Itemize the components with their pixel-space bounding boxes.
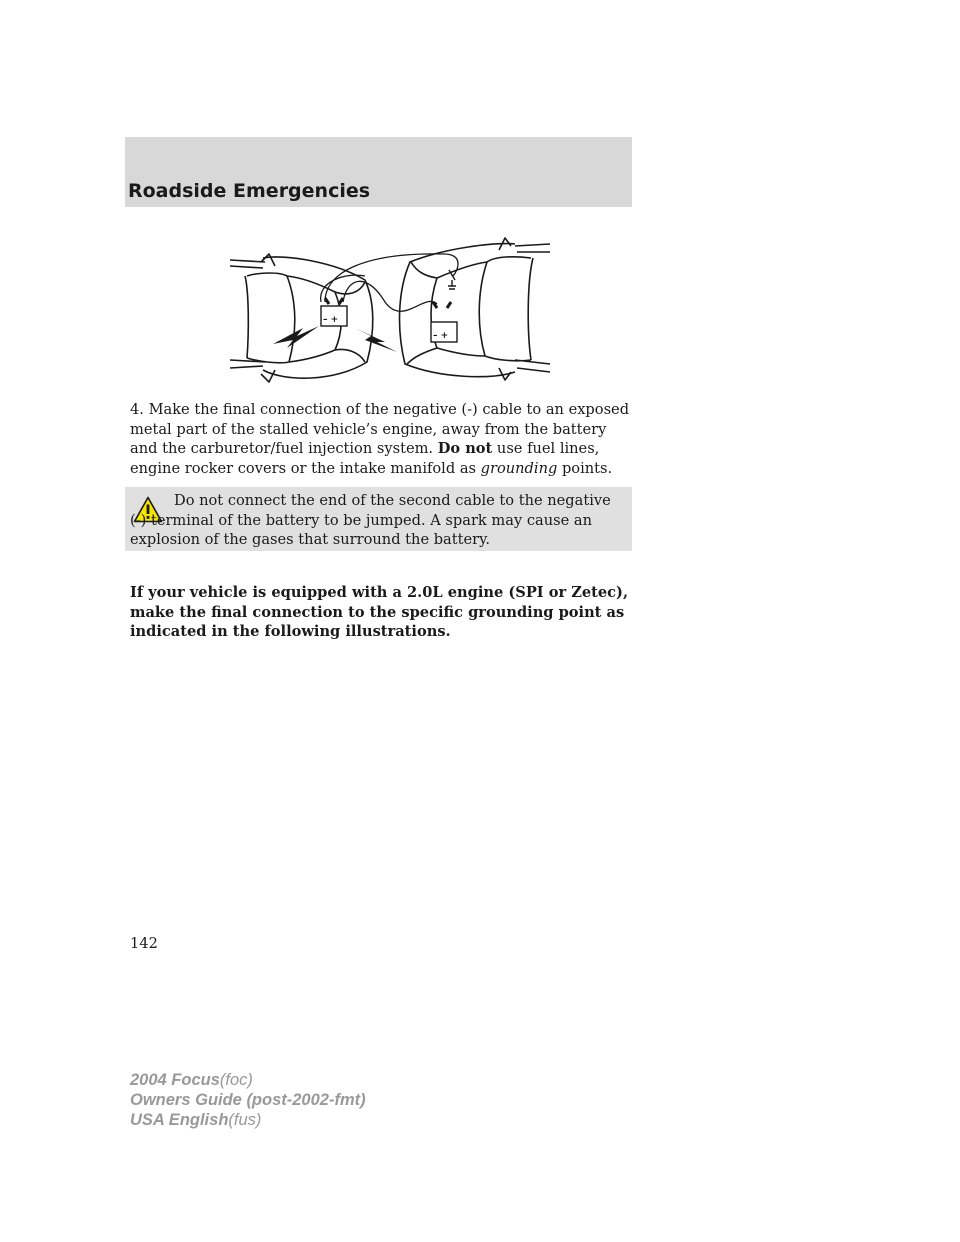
left-battery-terminals: – + xyxy=(323,315,339,325)
step-4-text-3: points. xyxy=(557,459,613,477)
engine-note: If your vehicle is equipped with a 2.0L engine (SPI or Zetec), make the final connection to the specific grounding point as indicated in the following illustrations. xyxy=(130,584,629,640)
step-4-paragraph xyxy=(130,400,630,478)
footer-guide: Owners Guide (post-2002-fmt) xyxy=(130,1091,366,1109)
step-4-italic: grounding xyxy=(480,459,558,477)
warning-text xyxy=(130,491,626,550)
spark-left-icon xyxy=(273,326,319,348)
warning-text-body: Do not connect the end of the second cable to the negative (-) terminal of the battery to be jumped. A spark may cause an explosion of the gases that surround the battery. xyxy=(130,492,611,548)
jump-start-illustration xyxy=(225,232,555,390)
left-car xyxy=(230,254,373,382)
right-battery-terminals: – + xyxy=(433,331,449,341)
section-title: Roadside Emergencies xyxy=(128,180,371,202)
step-4-text-1: 4. Make the final connection of the negative (-) cable to an exposed metal part of the stalled vehicle’s engine, away from the battery and the carburetor/fuel injection system. xyxy=(130,401,630,457)
footer-model: 2004 Focus xyxy=(130,1071,220,1089)
footer-model-code: (foc) xyxy=(219,1071,253,1089)
footer-language: USA English xyxy=(130,1111,229,1129)
spark-right-icon xyxy=(355,328,397,352)
right-car xyxy=(400,238,550,380)
footer-language-code: (fus) xyxy=(228,1111,262,1129)
step-4-bold: Do not xyxy=(437,440,493,457)
step-4-text-2: use fuel lines, engine rocker covers or the intake manifold as xyxy=(130,440,600,477)
document-footer xyxy=(130,1070,366,1130)
page-number: 142 xyxy=(130,935,158,952)
